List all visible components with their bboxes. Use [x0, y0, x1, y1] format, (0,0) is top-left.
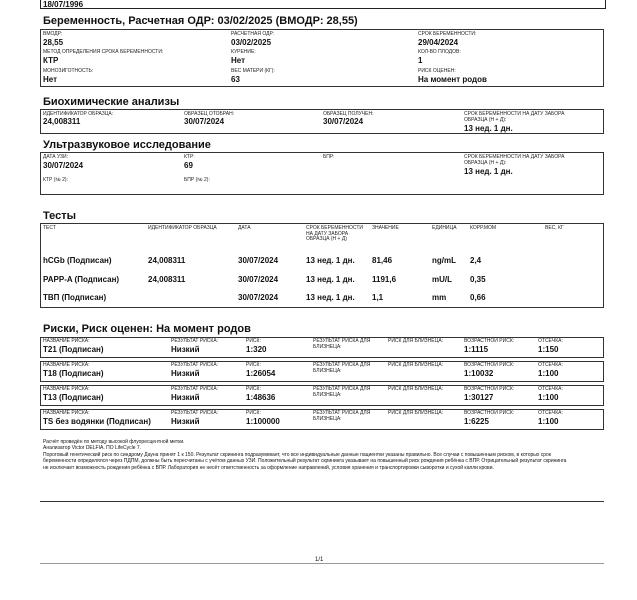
label-smoking: КУРЕНИЕ:: [231, 49, 256, 55]
tests-col-value: ЗНАЧЕНИЕ: [372, 225, 399, 231]
value-sample-taken: 30/07/2024: [184, 117, 225, 126]
tests-col-ga: СРОК БЕРЕМЕННОСТИ НА ДАТУ ЗАБОРА ОБРАЗЦА (Н + Д): [306, 225, 364, 242]
bottom-divider: [40, 501, 604, 502]
label-sample-taken: ОБРАЗЕЦ ОТОБРАН:: [184, 111, 235, 117]
tests-row-2-ga: 13 нед. 1 дн.: [306, 275, 355, 284]
tests-row-2-name: PAPP-A (Подписан): [43, 275, 120, 284]
risk-label-age-risk: ВОЗРАСТНОЙ РИСК:: [464, 410, 515, 416]
label-fetuses: КОЛ-ВО ПЛОДОВ:: [418, 49, 461, 55]
tests-row-1-id: 24,008311: [148, 256, 186, 265]
tests-row-3-value: 1,1: [372, 293, 384, 302]
risk-value-name: T18 (Подписан): [43, 369, 104, 378]
risk-label-cutoff: ОТСЕЧКА:: [538, 410, 563, 416]
risk-value-cutoff: 1:100: [538, 417, 559, 426]
tests-col-unit: ЕДИНИЦА: [432, 225, 457, 231]
label-bpr2: БПР (№ 2):: [184, 177, 210, 183]
risk-label-age-risk: ВОЗРАСТНОЙ РИСК:: [464, 386, 515, 392]
risk-label-cutoff: ОТСЕЧКА:: [538, 362, 563, 368]
risk-value-risk: 1:26054: [246, 369, 276, 378]
label-bpr: БПР:: [323, 154, 335, 160]
tests-row-1-date: 30/07/2024: [238, 256, 279, 265]
risk-label-name: НАЗВАНИЕ РИСКА:: [43, 386, 90, 392]
risk-label-risk: РИСК:: [246, 410, 261, 416]
tests-row-3-mom: 0,66: [470, 293, 486, 302]
risks-title: Риски, Риск оценен: На момент родов: [43, 323, 251, 335]
value-edd: 03/02/2025: [231, 38, 272, 47]
tests-row-2-date: 30/07/2024: [238, 275, 279, 284]
tests-row-3-unit: mm: [432, 293, 447, 302]
tests-row-1-name: hCGb (Подписан): [43, 256, 112, 265]
label-risk-assessed: РИСК ОЦЕНЕН:: [418, 68, 456, 74]
risk-value-result: Низкий: [171, 369, 200, 378]
risk-label-twin-risk: РИСК ДЛЯ БЛИЗНЕЦА:: [388, 362, 444, 368]
label-sample-id: ИДЕНТИФИКАТОР ОБРАЗЦА:: [43, 111, 114, 117]
risk-label-result: РЕЗУЛЬТАТ РИСКА:: [171, 338, 219, 344]
risk-value-age-risk: 1:1115: [464, 345, 489, 354]
label-ktr2: КТР (№ 2):: [43, 177, 68, 183]
risk-label-name: НАЗВАНИЕ РИСКА:: [43, 362, 90, 368]
tests-row-2-id: 24,008311: [148, 275, 186, 284]
risk-label-age-risk: ВОЗРАСТНОЙ РИСК:: [464, 338, 515, 344]
notes-block: [43, 439, 573, 471]
tests-row-3-date: 30/07/2024: [238, 293, 279, 302]
page-edge: [40, 563, 604, 564]
page-number: 1/1: [315, 557, 324, 563]
value-vmodr: 28,55: [43, 38, 64, 47]
tests-col-test: ТЕСТ: [43, 225, 56, 231]
label-us-ga: СРОК БЕРЕМЕННОСТИ НА ДАТУ ЗАБОРА ОБРАЗЦА (Н + Д):: [464, 154, 565, 166]
value-monozygotic: Нет: [43, 75, 58, 84]
risk-value-age-risk: 1:6225: [464, 417, 489, 426]
tests-row-1-ga: 13 нед. 1 дн.: [306, 256, 355, 265]
value-ga-at-sampling: 13 нед. 1 дн.: [464, 124, 513, 133]
risk-value-risk: 1:48636: [246, 393, 276, 402]
label-monozygotic: МОНОЗИГОТНОСТЬ:: [43, 68, 94, 74]
value-ga: 29/04/2024: [418, 38, 459, 47]
risk-value-cutoff: 1:100: [538, 393, 559, 402]
label-ga: СРОК БЕРЕМЕННОСТИ:: [418, 31, 477, 37]
biochem-title: Биохимические анализы: [43, 96, 180, 108]
note-analyzer: Анализатор Victor DELFIA. ПО LifeCycle 7.: [43, 445, 142, 452]
value-us-ga: 13 нед. 1 дн.: [464, 167, 513, 176]
tests-row-3-ga: 13 нед. 1 дн.: [306, 293, 355, 302]
label-ga-at-sampling: СРОК БЕРЕМЕННОСТИ НА ДАТУ ЗАБОРА ОБРАЗЦА (Н + Д):: [464, 111, 565, 123]
note-method: Расчёт проведён по методу высокой флуоресцентной метки.: [43, 439, 185, 445]
risk-label-twin-result: РЕЗУЛЬТАТ РИСКА ДЛЯ БЛИЗНЕЦА:: [313, 362, 371, 374]
risk-value-risk: 1:320: [246, 345, 267, 354]
value-smoking: Нет: [231, 56, 246, 65]
value-method: КТР: [43, 56, 59, 65]
tests-row-1-value: 81,46: [372, 256, 393, 265]
risk-value-name: T21 (Подписан): [43, 345, 104, 354]
tests-row-1-unit: ng/mL: [432, 256, 456, 265]
risk-label-risk: РИСК:: [246, 362, 261, 368]
tests-row-2-value: 1191,6: [372, 275, 397, 284]
risk-label-result: РЕЗУЛЬТАТ РИСКА:: [171, 362, 219, 368]
risk-value-result: Низкий: [171, 393, 200, 402]
label-method: МЕТОД ОПРЕДЕЛЕНИЯ СРОКА БЕРЕМЕННОСТИ:: [43, 49, 164, 55]
risk-value-name: T13 (Подписан): [43, 393, 104, 402]
tests-row-3-name: ТВП (Подписан): [43, 293, 107, 302]
risk-label-risk: РИСК:: [246, 338, 261, 344]
value-sample-received: 30/07/2024: [323, 117, 364, 126]
tests-col-weight: ВЕС, КГ: [545, 225, 564, 231]
risk-value-age-risk: 1:30127: [464, 393, 494, 402]
risk-value-risk: 1:100000: [246, 417, 280, 426]
tests-col-sample-id: ИДЕНТИФИКАТОР ОБРАЗЦА: [148, 225, 217, 231]
label-weight: ВЕС МАТЕРИ (КГ):: [231, 68, 275, 74]
risk-label-risk: РИСК:: [246, 386, 261, 392]
risk-label-twin-result: РЕЗУЛЬТАТ РИСКА ДЛЯ БЛИЗНЕЦА:: [313, 410, 371, 422]
tests-row-2-unit: mU/L: [432, 275, 452, 284]
pregnancy-box: [40, 29, 604, 87]
tests-row-1-mom: 2,4: [470, 256, 482, 265]
risk-label-twin-result: РЕЗУЛЬТАТ РИСКА ДЛЯ БЛИЗНЕЦА:: [313, 338, 371, 350]
value-fetuses: 1: [418, 56, 423, 65]
label-edd: РАСЧЕТНАЯ ОДР:: [231, 31, 275, 37]
value-us-date: 30/07/2024: [43, 161, 84, 170]
risk-label-cutoff: ОТСЕЧКА:: [538, 386, 563, 392]
risk-label-result: РЕЗУЛЬТАТ РИСКА:: [171, 410, 219, 416]
risk-label-twin-risk: РИСК ДЛЯ БЛИЗНЕЦА:: [388, 386, 444, 392]
label-sample-received: ОБРАЗЕЦ ПОЛУЧЕН:: [323, 111, 374, 117]
label-ktr: КТР:: [184, 154, 195, 160]
note-paragraph: Пороговый генетический риск по синдрому Дауна принят 1 к 150. Результат скрининга подразумевает, что все индивидуальные данные пациентки указаны правильно. Все случаи с повышенным риском, в которых срок беременности определялся через ПДПМ, должны быть пересчитаны с учётом данных УЗИ. Положительный результат скрининга указывает на повышенный риск рождения ребёнка с ВПР. Отрицательный результат скрининга не исключает возможность рождения ребёнка с ВПР. Лаборатория не несёт ответственность за оформление направлений, условия хранения и транспортировки сыворотки и сухой капли крови.: [43, 451, 567, 471]
tests-row-2-mom: 0,35: [470, 275, 486, 284]
label-vmodr: ВМОДР:: [43, 31, 63, 37]
risk-label-result: РЕЗУЛЬТАТ РИСКА:: [171, 386, 219, 392]
value-weight: 63: [231, 75, 240, 84]
value-risk-assessed: На момент родов: [418, 75, 487, 84]
ultrasound-title: Ультразвуковое исследование: [43, 139, 211, 151]
risk-label-twin-risk: РИСК ДЛЯ БЛИЗНЕЦА:: [388, 410, 444, 416]
tests-col-mom: КОРР.МОМ: [470, 225, 497, 231]
pregnancy-title: Беременность, Расчетная ОДР: 03/02/2025 (ВМОДР: 28,55): [43, 15, 358, 27]
risk-value-name: TS без водянки (Подписан): [43, 417, 151, 426]
risk-label-name: НАЗВАНИЕ РИСКА:: [43, 338, 90, 344]
header-frame: [40, 0, 606, 9]
risk-label-name: НАЗВАНИЕ РИСКА:: [43, 410, 90, 416]
tests-title: Тесты: [43, 210, 77, 222]
risk-value-cutoff: 1:100: [538, 369, 559, 378]
value-sample-id: 24,008311: [43, 117, 81, 126]
risk-label-cutoff: ОТСЕЧКА:: [538, 338, 563, 344]
risk-value-cutoff: 1:150: [538, 345, 559, 354]
value-ktr: 69: [184, 161, 193, 170]
risk-value-result: Низкий: [171, 417, 200, 426]
tests-col-date: ДАТА: [238, 225, 251, 231]
risk-label-twin-result: РЕЗУЛЬТАТ РИСКА ДЛЯ БЛИЗНЕЦА:: [313, 386, 371, 398]
risk-label-twin-risk: РИСК ДЛЯ БЛИЗНЕЦА:: [388, 338, 444, 344]
label-us-date: ДАТА УЗИ:: [43, 154, 69, 160]
risk-label-age-risk: ВОЗРАСТНОЙ РИСК:: [464, 362, 515, 368]
risk-value-age-risk: 1:10032: [464, 369, 494, 378]
birth-date: 18/07/1996: [43, 0, 84, 9]
risk-value-result: Низкий: [171, 345, 200, 354]
